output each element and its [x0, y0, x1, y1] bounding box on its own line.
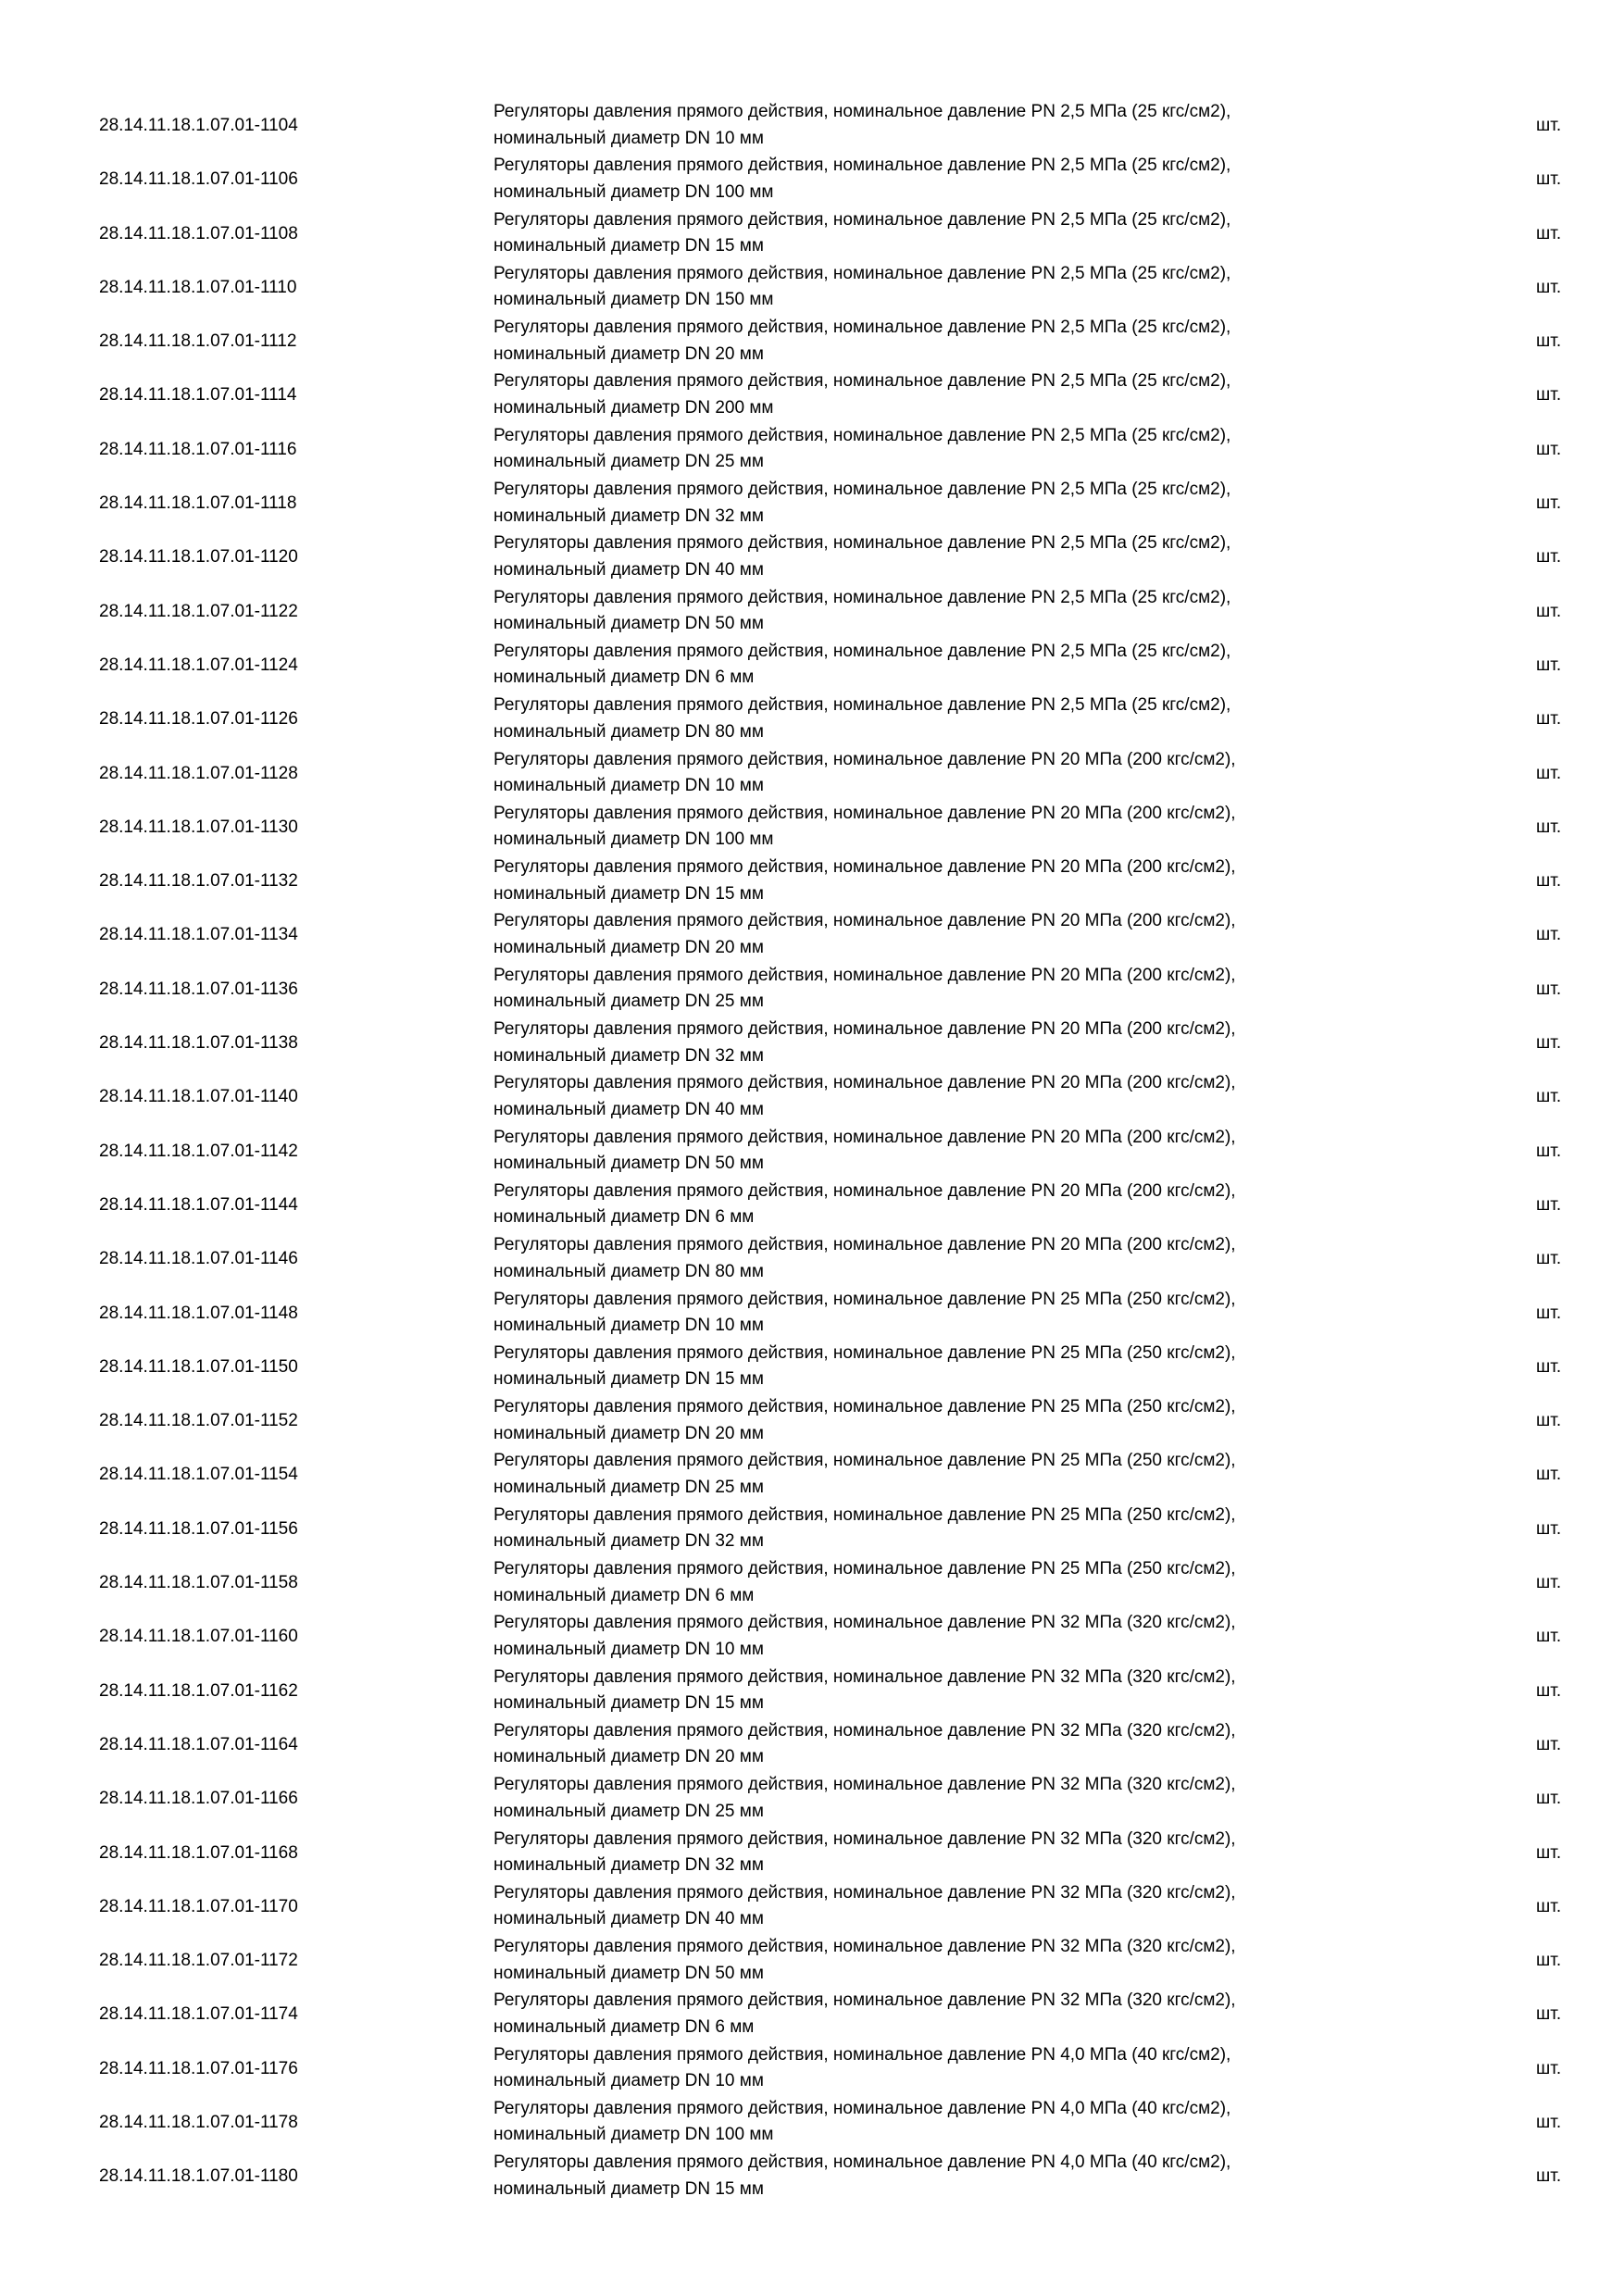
description-line-1: Регуляторы давления прямого действия, номинальное давление PN 32 МПа (320 кгс/см2),: [493, 1613, 1236, 1633]
unit-of-measure: шт.: [1536, 547, 1562, 568]
description-line-2: номинальный диаметр DN 15 мм: [493, 883, 764, 904]
table-row: [0, 1125, 1624, 1179]
unit-of-measure: шт.: [1536, 1356, 1562, 1377]
table-row: [0, 1880, 1624, 1934]
resource-description: [493, 855, 1419, 907]
unit-of-measure: шт.: [1536, 1249, 1562, 1269]
unit-of-measure: шт.: [1536, 493, 1562, 514]
resource-code: 28.14.11.18.1.07.01-1152: [99, 1411, 298, 1431]
unit-of-measure: шт.: [1536, 1033, 1562, 1054]
description-line-2: номинальный диаметр DN 40 мм: [493, 1099, 764, 1119]
description-line-2: номинальный диаметр DN 50 мм: [493, 1154, 764, 1174]
resource-code: 28.14.11.18.1.07.01-1130: [99, 817, 298, 837]
description-line-1: Регуляторы давления прямого действия, номинальное давление PN 2,5 МПа (25 кгс/см2),: [493, 209, 1231, 230]
description-line-1: Регуляторы давления прямого действия, номинальное давление PN 4,0 МПа (40 кгс/см2),: [493, 2044, 1231, 2065]
resource-description: [493, 1070, 1419, 1123]
resource-code: 28.14.11.18.1.07.01-1164: [99, 1734, 298, 1754]
table-row: [0, 963, 1624, 1017]
unit-of-measure: шт.: [1536, 1896, 1562, 1916]
resource-code: 28.14.11.18.1.07.01-1134: [99, 925, 298, 945]
description-line-1: Регуляторы давления прямого действия, номинальное давление PN 2,5 МПа (25 кгс/см2),: [493, 480, 1231, 500]
description-line-2: номинальный диаметр DN 25 мм: [493, 992, 764, 1012]
description-line-2: номинальный диаметр DN 100 мм: [493, 2125, 774, 2145]
unit-of-measure: шт.: [1536, 223, 1562, 243]
description-line-1: Регуляторы давления прямого действия, номинальное давление PN 2,5 МПа (25 кгс/см2),: [493, 156, 1231, 176]
unit-of-measure: шт.: [1536, 1789, 1562, 1809]
description-line-1: Регуляторы давления прямого действия, номинальное давление PN 32 МПа (320 кгс/см2),: [493, 1937, 1236, 1957]
resource-code: 28.14.11.18.1.07.01-1142: [99, 1141, 298, 1161]
resource-description: [493, 693, 1419, 745]
unit-of-measure: шт.: [1536, 1087, 1562, 1107]
description-line-2: номинальный диаметр DN 150 мм: [493, 290, 774, 310]
description-line-1: Регуляторы давления прямого действия, номинальное давление PN 20 МПа (200 кгс/см2),: [493, 1019, 1236, 1040]
resource-code: 28.14.11.18.1.07.01-1126: [99, 709, 298, 730]
description-line-2: номинальный диаметр DN 15 мм: [493, 236, 764, 256]
description-line-1: Регуляторы давления прямого действия, номинальное давление PN 20 МПа (200 кгс/см2),: [493, 857, 1236, 878]
resource-code: 28.14.11.18.1.07.01-1166: [99, 1789, 298, 1809]
description-line-2: номинальный диаметр DN 50 мм: [493, 1963, 764, 1983]
resource-code: 28.14.11.18.1.07.01-1144: [99, 1194, 298, 1215]
description-line-2: номинальный диаметр DN 25 мм: [493, 452, 764, 472]
resource-code: 28.14.11.18.1.07.01-1150: [99, 1356, 298, 1377]
description-line-2: номинальный диаметр DN 200 мм: [493, 397, 774, 418]
description-line-1: Регуляторы давления прямого действия, номинальное давление PN 25 МПа (250 кгс/см2),: [493, 1342, 1236, 1363]
description-line-2: номинальный диаметр DN 50 мм: [493, 614, 764, 634]
resource-description: [493, 1556, 1419, 1609]
resource-code: 28.14.11.18.1.07.01-1146: [99, 1249, 298, 1269]
description-line-1: Регуляторы давления прямого действия, номинальное давление PN 2,5 МПа (25 кгс/см2),: [493, 641, 1231, 661]
description-line-2: номинальный диаметр DN 20 мм: [493, 343, 764, 364]
resource-description: [493, 530, 1419, 583]
resource-code: 28.14.11.18.1.07.01-1120: [99, 547, 298, 568]
unit-of-measure: шт.: [1536, 871, 1562, 892]
resource-description: [493, 99, 1419, 152]
unit-of-measure: шт.: [1536, 1518, 1562, 1539]
table-row: [0, 1665, 1624, 1718]
description-line-2: номинальный диаметр DN 32 мм: [493, 1531, 764, 1552]
description-line-1: Регуляторы давления прямого действия, номинальное давление PN 2,5 МПа (25 кгс/см2),: [493, 587, 1231, 607]
resource-code: 28.14.11.18.1.07.01-1172: [99, 1951, 298, 1971]
resource-description: [493, 908, 1419, 961]
table-row: [0, 855, 1624, 908]
resource-description: [493, 1287, 1419, 1340]
description-line-2: номинальный диаметр DN 40 мм: [493, 559, 764, 580]
price-table: [0, 99, 1624, 2204]
resource-description: [493, 1125, 1419, 1178]
description-line-2: номинальный диаметр DN 10 мм: [493, 1639, 764, 1659]
description-line-2: номинальный диаметр DN 10 мм: [493, 1316, 764, 1336]
description-line-1: Регуляторы давления прямого действия, номинальное давление PN 4,0 МПа (40 кгс/см2),: [493, 2152, 1231, 2173]
table-row: [0, 153, 1624, 206]
description-line-2: номинальный диаметр DN 80 мм: [493, 1261, 764, 1281]
resource-code: 28.14.11.18.1.07.01-1104: [99, 116, 298, 135]
table-row: [0, 1394, 1624, 1448]
description-line-1: Регуляторы давления прямого действия, номинальное давление PN 20 МПа (200 кгс/см2),: [493, 749, 1236, 769]
unit-of-measure: шт.: [1536, 1627, 1562, 1647]
table-row: [0, 261, 1624, 315]
resource-code: 28.14.11.18.1.07.01-1114: [99, 385, 297, 406]
description-line-2: номинальный диаметр DN 6 мм: [493, 1207, 755, 1228]
resource-description: [493, 585, 1419, 638]
description-line-2: номинальный диаметр DN 20 мм: [493, 1423, 764, 1443]
unit-of-measure: шт.: [1536, 169, 1562, 190]
description-line-1: Регуляторы давления прямого действия, номинальное давление PN 32 МПа (320 кгс/см2),: [493, 1720, 1236, 1741]
description-line-2: номинальный диаметр DN 10 мм: [493, 128, 764, 148]
resource-description: [493, 801, 1419, 854]
description-line-1: Регуляторы давления прямого действия, номинальное давление PN 25 МПа (250 кгс/см2),: [493, 1397, 1236, 1417]
unit-of-measure: шт.: [1536, 1194, 1562, 1215]
resource-code: 28.14.11.18.1.07.01-1122: [99, 601, 298, 621]
resource-description: [493, 2096, 1419, 2149]
table-row: [0, 1988, 1624, 2041]
table-row: [0, 693, 1624, 746]
resource-code: 28.14.11.18.1.07.01-1140: [99, 1087, 298, 1107]
table-row: [0, 1556, 1624, 1610]
resource-description: [493, 261, 1419, 314]
resource-description: [493, 315, 1419, 368]
description-line-2: номинальный диаметр DN 80 мм: [493, 721, 764, 742]
resource-code: 28.14.11.18.1.07.01-1106: [99, 169, 298, 190]
resource-description: [493, 1017, 1419, 1069]
unit-of-measure: шт.: [1536, 2166, 1562, 2187]
table-row: [0, 2096, 1624, 2150]
description-line-1: Регуляторы давления прямого действия, номинальное давление PN 4,0 МПа (40 кгс/см2),: [493, 2098, 1231, 2118]
unit-of-measure: шт.: [1536, 979, 1562, 999]
unit-of-measure: шт.: [1536, 601, 1562, 621]
description-line-2: номинальный диаметр DN 40 мм: [493, 1909, 764, 1929]
description-line-1: Регуляторы давления прямого действия, номинальное давление PN 20 МПа (200 кгс/см2),: [493, 1073, 1236, 1093]
resource-description: [493, 477, 1419, 530]
resource-code: 28.14.11.18.1.07.01-1180: [99, 2166, 298, 2187]
unit-of-measure: шт.: [1536, 1465, 1562, 1485]
description-line-2: номинальный диаметр DN 100 мм: [493, 181, 774, 202]
resource-description: [493, 1880, 1419, 1933]
resource-description: [493, 1394, 1419, 1447]
resource-code: 28.14.11.18.1.07.01-1158: [99, 1573, 298, 1593]
unit-of-measure: шт.: [1536, 385, 1562, 406]
resource-code: 28.14.11.18.1.07.01-1178: [99, 2112, 298, 2132]
description-line-1: Регуляторы давления прямого действия, номинальное давление PN 25 МПа (250 кгс/см2),: [493, 1289, 1236, 1309]
description-line-2: номинальный диаметр DN 15 мм: [493, 1693, 764, 1714]
table-row: [0, 423, 1624, 477]
resource-description: [493, 1988, 1419, 2040]
resource-description: [493, 1665, 1419, 1717]
table-row: [0, 1934, 1624, 1988]
unit-of-measure: шт.: [1536, 709, 1562, 730]
resource-code: 28.14.11.18.1.07.01-1116: [99, 439, 297, 459]
description-line-1: Регуляторы давления прямого действия, номинальное давление PN 32 МПа (320 кгс/см2),: [493, 1775, 1236, 1795]
resource-description: [493, 368, 1419, 421]
table-row: [0, 639, 1624, 693]
table-row: [0, 477, 1624, 530]
table-row: [0, 585, 1624, 639]
description-line-2: номинальный диаметр DN 10 мм: [493, 2071, 764, 2091]
resource-code: 28.14.11.18.1.07.01-1174: [99, 2004, 298, 2025]
resource-code: 28.14.11.18.1.07.01-1154: [99, 1465, 298, 1485]
table-row: [0, 99, 1624, 153]
unit-of-measure: шт.: [1536, 925, 1562, 945]
unit-of-measure: шт.: [1536, 2058, 1562, 2078]
description-line-2: номинальный диаметр DN 20 мм: [493, 1747, 764, 1767]
table-row: [0, 530, 1624, 584]
unit-of-measure: шт.: [1536, 1141, 1562, 1161]
unit-of-measure: шт.: [1536, 1842, 1562, 1863]
description-line-1: Регуляторы давления прямого действия, номинальное давление PN 20 МПа (200 кгс/см2),: [493, 965, 1236, 985]
table-row: [0, 2150, 1624, 2203]
description-line-1: Регуляторы давления прямого действия, номинальное давление PN 2,5 МПа (25 кгс/см2),: [493, 695, 1231, 716]
unit-of-measure: шт.: [1536, 1680, 1562, 1701]
description-line-1: Регуляторы давления прямого действия, номинальное давление PN 20 МПа (200 кгс/см2),: [493, 911, 1236, 931]
description-line-2: номинальный диаметр DN 10 мм: [493, 776, 764, 796]
unit-of-measure: шт.: [1536, 116, 1562, 135]
description-line-1: Регуляторы давления прямого действия, номинальное давление PN 20 МПа (200 кгс/см2),: [493, 1180, 1236, 1201]
unit-of-measure: шт.: [1536, 817, 1562, 837]
unit-of-measure: шт.: [1536, 763, 1562, 783]
resource-description: [493, 1827, 1419, 1879]
description-line-2: номинальный диаметр DN 100 мм: [493, 830, 774, 850]
resource-code: 28.14.11.18.1.07.01-1128: [99, 763, 298, 783]
description-line-2: номинальный диаметр DN 32 мм: [493, 505, 764, 526]
description-line-1: Регуляторы давления прямого действия, номинальное давление PN 32 МПа (320 кгс/см2),: [493, 1882, 1236, 1903]
resource-description: [493, 1610, 1419, 1663]
description-line-1: Регуляторы давления прямого действия, номинальное давление PN 20 МПа (200 кгс/см2),: [493, 803, 1236, 823]
table-row: [0, 801, 1624, 855]
unit-of-measure: шт.: [1536, 1303, 1562, 1323]
description-line-2: номинальный диаметр DN 6 мм: [493, 668, 755, 688]
table-row: [0, 1287, 1624, 1341]
resource-description: [493, 1179, 1419, 1231]
table-row: [0, 1503, 1624, 1556]
resource-code: 28.14.11.18.1.07.01-1148: [99, 1303, 298, 1323]
table-row: [0, 1827, 1624, 1880]
unit-of-measure: шт.: [1536, 655, 1562, 675]
description-line-1: Регуляторы давления прямого действия, номинальное давление PN 20 МПа (200 кгс/см2),: [493, 1235, 1236, 1255]
description-line-2: номинальный диаметр DN 20 мм: [493, 937, 764, 957]
description-line-1: Регуляторы давления прямого действия, номинальное давление PN 2,5 МПа (25 кгс/см2),: [493, 371, 1231, 392]
unit-of-measure: шт.: [1536, 2004, 1562, 2025]
description-line-1: Регуляторы давления прямого действия, номинальное давление PN 32 МПа (320 кгс/см2),: [493, 1828, 1236, 1849]
table-row: [0, 315, 1624, 368]
table-row: [0, 1718, 1624, 1772]
description-line-2: номинальный диаметр DN 6 мм: [493, 1585, 755, 1605]
resource-code: 28.14.11.18.1.07.01-1162: [99, 1680, 298, 1701]
resource-code: 28.14.11.18.1.07.01-1132: [99, 871, 298, 892]
table-row: [0, 1017, 1624, 1070]
resource-description: [493, 1232, 1419, 1285]
description-line-1: Регуляторы давления прямого действия, номинальное давление PN 2,5 МПа (25 кгс/см2),: [493, 318, 1231, 338]
resource-description: [493, 2150, 1419, 2202]
unit-of-measure: шт.: [1536, 2112, 1562, 2132]
description-line-2: номинальный диаметр DN 6 мм: [493, 2016, 755, 2037]
unit-of-measure: шт.: [1536, 277, 1562, 297]
table-row: [0, 1448, 1624, 1502]
resource-description: [493, 1934, 1419, 1987]
unit-of-measure: шт.: [1536, 331, 1562, 352]
resource-description: [493, 639, 1419, 692]
description-line-1: Регуляторы давления прямого действия, номинальное давление PN 32 МПа (320 кгс/см2),: [493, 1666, 1236, 1687]
resource-code: 28.14.11.18.1.07.01-1176: [99, 2058, 298, 2078]
resource-code: 28.14.11.18.1.07.01-1112: [99, 331, 297, 352]
resource-code: 28.14.11.18.1.07.01-1110: [99, 277, 297, 297]
description-line-2: номинальный диаметр DN 25 мм: [493, 1801, 764, 1821]
description-line-2: номинальный диаметр DN 15 мм: [493, 2178, 764, 2199]
table-row: [0, 368, 1624, 422]
table-row: [0, 1610, 1624, 1664]
resource-code: 28.14.11.18.1.07.01-1124: [99, 655, 298, 675]
description-line-2: номинальный диаметр DN 25 мм: [493, 1477, 764, 1497]
table-row: [0, 1772, 1624, 1826]
description-line-2: номинальный диаметр DN 32 мм: [493, 1045, 764, 1066]
description-line-1: Регуляторы давления прямого действия, номинальное давление PN 25 МПа (250 кгс/см2),: [493, 1559, 1236, 1579]
resource-description: [493, 1448, 1419, 1501]
table-row: [0, 1070, 1624, 1124]
resource-code: 28.14.11.18.1.07.01-1118: [99, 493, 297, 514]
unit-of-measure: шт.: [1536, 439, 1562, 459]
table-row: [0, 1341, 1624, 1394]
description-line-1: Регуляторы давления прямого действия, номинальное давление PN 2,5 МПа (25 кгс/см2),: [493, 425, 1231, 445]
description-line-1: Регуляторы давления прямого действия, номинальное давление PN 32 МПа (320 кгс/см2),: [493, 1990, 1236, 2011]
resource-code: 28.14.11.18.1.07.01-1160: [99, 1627, 298, 1647]
description-line-1: Регуляторы давления прямого действия, номинальное давление PN 2,5 МПа (25 кгс/см2),: [493, 263, 1231, 283]
unit-of-measure: шт.: [1536, 1734, 1562, 1754]
resource-description: [493, 207, 1419, 260]
description-line-1: Регуляторы давления прямого действия, номинальное давление PN 25 МПа (250 кгс/см2),: [493, 1504, 1236, 1525]
resource-description: [493, 2042, 1419, 2095]
resource-code: 28.14.11.18.1.07.01-1170: [99, 1896, 298, 1916]
resource-code: 28.14.11.18.1.07.01-1168: [99, 1842, 298, 1863]
unit-of-measure: шт.: [1536, 1573, 1562, 1593]
resource-description: [493, 963, 1419, 1016]
description-line-1: Регуляторы давления прямого действия, номинальное давление PN 2,5 МПа (25 кгс/см2),: [493, 102, 1231, 121]
resource-description: [493, 423, 1419, 476]
unit-of-measure: шт.: [1536, 1411, 1562, 1431]
resource-description: [493, 1503, 1419, 1555]
description-line-1: Регуляторы давления прямого действия, номинальное давление PN 25 МПа (250 кгс/см2),: [493, 1451, 1236, 1471]
resource-code: 28.14.11.18.1.07.01-1156: [99, 1518, 298, 1539]
table-row: [0, 747, 1624, 801]
table-row: [0, 908, 1624, 962]
description-line-2: номинальный диаметр DN 32 мм: [493, 1855, 764, 1875]
unit-of-measure: шт.: [1536, 1951, 1562, 1971]
table-row: [0, 1179, 1624, 1232]
table-row: [0, 1232, 1624, 1286]
resource-code: 28.14.11.18.1.07.01-1138: [99, 1033, 298, 1054]
resource-code: 28.14.11.18.1.07.01-1108: [99, 223, 298, 243]
table-row: [0, 2042, 1624, 2096]
description-line-1: Регуляторы давления прямого действия, номинальное давление PN 20 МПа (200 кгс/см2),: [493, 1127, 1236, 1147]
resource-description: [493, 153, 1419, 206]
resource-description: [493, 1772, 1419, 1825]
resource-description: [493, 1341, 1419, 1393]
table-row: [0, 207, 1624, 261]
resource-description: [493, 747, 1419, 800]
description-line-2: номинальный диаметр DN 15 мм: [493, 1369, 764, 1390]
description-line-1: Регуляторы давления прямого действия, номинальное давление PN 2,5 МПа (25 кгс/см2),: [493, 533, 1231, 554]
resource-description: [493, 1718, 1419, 1771]
resource-code: 28.14.11.18.1.07.01-1136: [99, 979, 298, 999]
